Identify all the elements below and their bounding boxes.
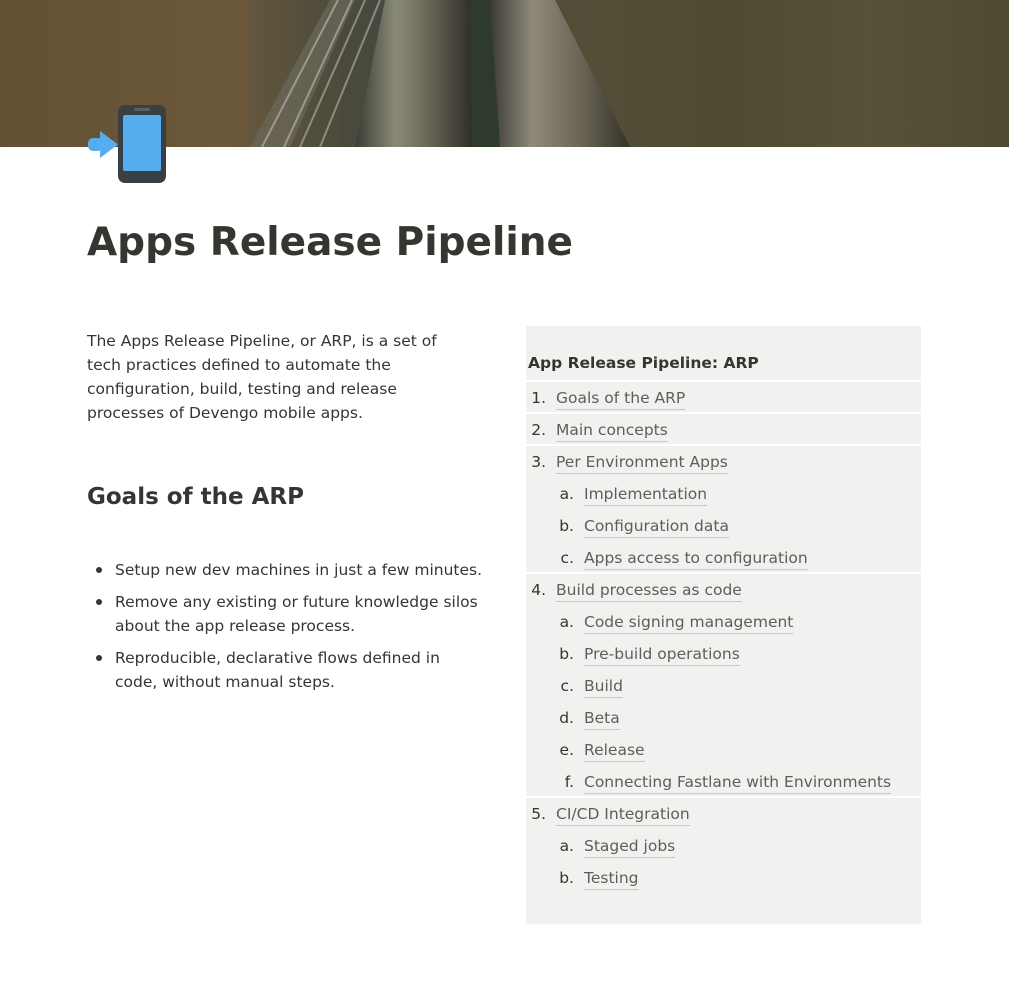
- toc-subitem-code-signing[interactable]: [526, 606, 921, 638]
- toc-subnumber: b.: [559, 645, 574, 663]
- page-title: Apps Release Pipeline: [87, 220, 573, 265]
- goal-text: Reproducible, declarative flows defined in code, without manual steps.: [115, 649, 440, 691]
- toc-subitem-connecting-fastlane[interactable]: [526, 766, 921, 798]
- goal-item: [87, 558, 487, 582]
- toc-subnumber: c.: [560, 677, 574, 695]
- toc-section: [526, 444, 921, 574]
- toc-number: 4.: [531, 581, 546, 599]
- toc-subnumber: b.: [559, 869, 574, 887]
- goal-item: [87, 590, 487, 638]
- toc-link[interactable]: Build processes as code: [556, 580, 742, 602]
- toc-sublink[interactable]: Apps access to configuration: [584, 548, 808, 570]
- toc-link[interactable]: CI/CD Integration: [556, 804, 690, 826]
- toc-sublink[interactable]: Testing: [584, 868, 639, 890]
- toc-item-main-concepts[interactable]: [526, 414, 921, 446]
- toc-number: 2.: [531, 421, 546, 439]
- toc-subitem-pre-build[interactable]: [526, 638, 921, 670]
- toc-sublink[interactable]: Code signing management: [584, 612, 793, 634]
- bullet-icon: [96, 567, 102, 573]
- goals-heading: Goals of the ARP: [87, 484, 304, 510]
- toc-number: 3.: [531, 453, 546, 471]
- toc-section: [526, 796, 921, 894]
- toc-link[interactable]: Goals of the ARP: [556, 388, 685, 410]
- toc-subitem-staged-jobs[interactable]: [526, 830, 921, 862]
- goals-list: [87, 558, 487, 702]
- table-of-contents: [526, 326, 921, 924]
- toc-subnumber: a.: [559, 613, 574, 631]
- toc-section: [526, 380, 921, 414]
- bullet-icon: [96, 655, 102, 661]
- toc-item-build-processes[interactable]: [526, 574, 921, 606]
- goal-text: Remove any existing or future knowledge silos about the app release process.: [115, 593, 478, 635]
- toc-section: [526, 572, 921, 798]
- toc-subitem-beta[interactable]: [526, 702, 921, 734]
- toc-subitem-configuration-data[interactable]: [526, 510, 921, 542]
- toc-link[interactable]: Per Environment Apps: [556, 452, 728, 474]
- toc-title: App Release Pipeline: ARP: [528, 354, 759, 372]
- toc-sublink[interactable]: Beta: [584, 708, 620, 730]
- toc-subitem-release[interactable]: [526, 734, 921, 766]
- toc-item-goals[interactable]: [526, 382, 921, 414]
- toc-subitem-apps-access[interactable]: [526, 542, 921, 574]
- toc-subnumber: a.: [559, 837, 574, 855]
- toc-number: 1.: [531, 389, 546, 407]
- toc-subnumber: a.: [559, 485, 574, 503]
- toc-sublink[interactable]: Implementation: [584, 484, 707, 506]
- toc-link[interactable]: Main concepts: [556, 420, 668, 442]
- bullet-icon: [96, 599, 102, 605]
- toc-subnumber: d.: [559, 709, 574, 727]
- toc-subitem-testing[interactable]: [526, 862, 921, 894]
- toc-number: 5.: [531, 805, 546, 823]
- toc-sublink[interactable]: Pre-build operations: [584, 644, 740, 666]
- toc-sublink[interactable]: Connecting Fastlane with Environments: [584, 772, 891, 794]
- toc-subnumber: c.: [560, 549, 574, 567]
- toc-subitem-implementation[interactable]: [526, 478, 921, 510]
- toc-sublink[interactable]: Release: [584, 740, 645, 762]
- toc-section: [526, 412, 921, 446]
- toc-subitem-build[interactable]: [526, 670, 921, 702]
- goal-text: Setup new dev machines in just a few minutes.: [115, 561, 483, 579]
- toc-item-cicd[interactable]: [526, 798, 921, 830]
- toc-item-per-environment-apps[interactable]: [526, 446, 921, 478]
- goal-item: [87, 646, 487, 694]
- toc-sublink[interactable]: Staged jobs: [584, 836, 675, 858]
- toc-subnumber: f.: [564, 773, 574, 791]
- phone-with-arrow-icon[interactable]: [88, 103, 168, 183]
- intro-paragraph: The Apps Release Pipeline, or ARP, is a set of tech practices defined to automate the configuration, build, testing and release processes of Devengo mobile apps.: [87, 332, 437, 422]
- toc-sublink[interactable]: Build: [584, 676, 623, 698]
- toc-sublink[interactable]: Configuration data: [584, 516, 729, 538]
- toc-subnumber: e.: [559, 741, 574, 759]
- toc-subnumber: b.: [559, 517, 574, 535]
